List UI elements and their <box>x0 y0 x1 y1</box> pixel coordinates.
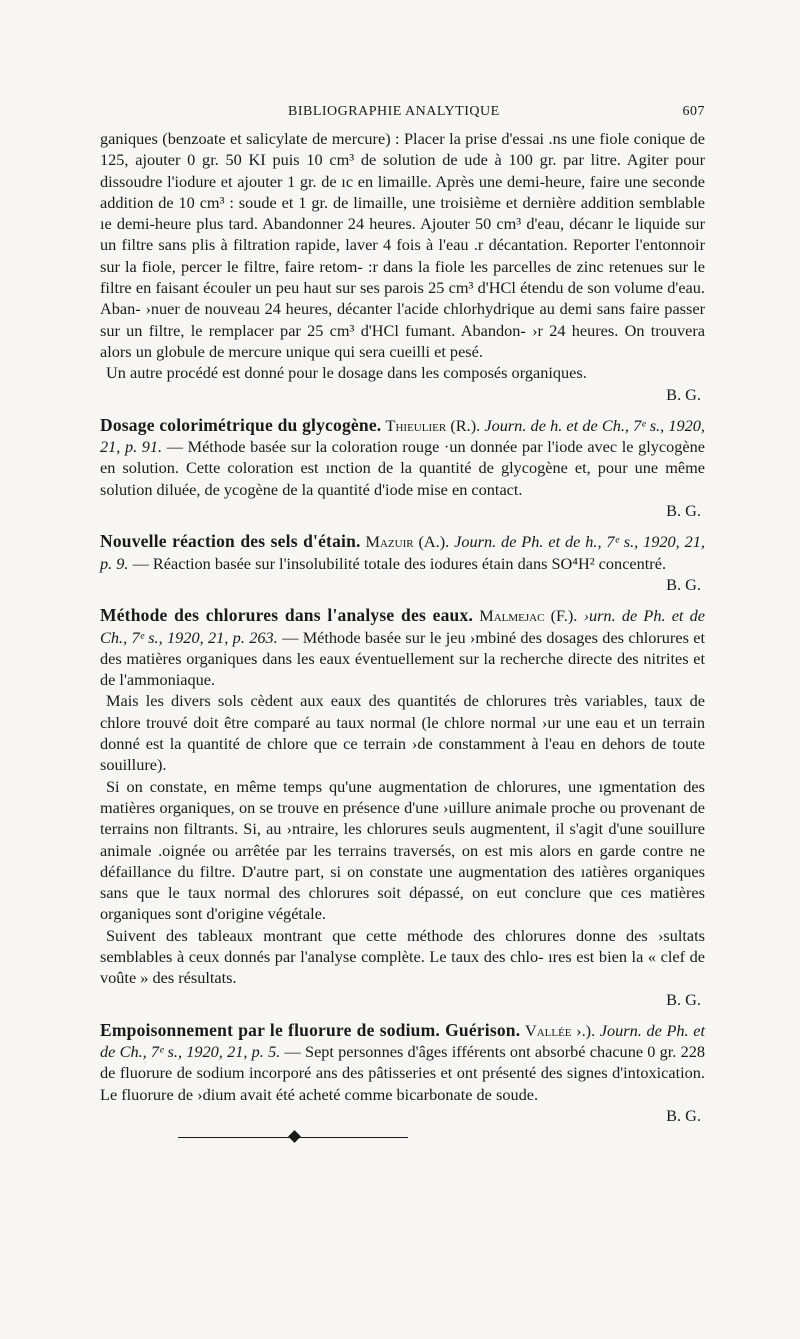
entry-text-4: Suivent des tableaux montrant que cette méthode des chlorures donne des ›sultats semblables à ceux donnés par l'analyse complète. Le taux des chlo‑ ıres est bien la « clef de voûte » des résultats. <box>100 925 705 988</box>
entry-etain <box>100 531 705 595</box>
entry-citation: Journ. de Ph. et de h., 7ᵉ s., 1920, 21, p. 9. <box>100 532 705 573</box>
entry-chlorures <box>100 605 705 1010</box>
document-body <box>100 128 705 1126</box>
header-title: BIBLIOGRAPHIE ANALYTIQUE <box>288 104 500 119</box>
entry-signature: B. G. <box>666 989 701 1009</box>
entry-author: Thieulier (R.). <box>385 415 481 435</box>
entry-citation: Journ. de Ph. et de Ch., 7ᵉ s., 1920, 21, p. 5. <box>100 1020 706 1062</box>
entry-text: — Méthode basée sur la coloration rouge ·un donnée par l'iode avec le glycogène en solution. Cette coloration est ınction de la quantité de glycogène et, pour une même solution diluée, de ycogène de la quantité d'iode mise en contact. <box>100 437 705 499</box>
page-number: 607 <box>682 104 705 119</box>
entry-text: — Réaction basée sur l'insolubilité totale des iodures étain dans SO⁴H² concentré. <box>132 553 667 573</box>
entry-fluorure <box>100 1020 705 1126</box>
entry-author: Malmejac (F.). <box>479 606 578 626</box>
entry-citation: Journ. de h. et de Ch., 7ᵉ s., 1920, 21, p. 91. <box>100 415 705 457</box>
entry-text: — Méthode basée sur le jeu ›mbiné des dosages des chlorures et des matières organiques dans les eaux éventuellement sur la recherche directe des nitrites et de l'ammoniaque. <box>100 627 706 690</box>
entry-citation: ›urn. de Ph. et de Ch., 7ᵉ s., 1920, 21, p. 263. <box>100 606 706 647</box>
entry-title: Méthode des chlorures dans l'analyse des eaux. <box>100 605 474 626</box>
entry-signature: B. G. <box>666 574 701 594</box>
entry-text-2: Mais les divers sols cèdent aux eaux des quantités de chlorures très variables, taux de chlore trouvé doit être comparé au taux normal (le chlore normal ›ur une eau et un terrain donné est la quantité de chlore que ce terrain ›de constamment à l'eau en dehors de toute souillure). <box>100 691 705 775</box>
entry-title: Dosage colorimétrique du glycogène. <box>100 414 382 435</box>
diamond-ornament-icon <box>288 1130 301 1143</box>
entry-glycogene <box>100 415 705 521</box>
intro-paragraph: ganiques (benzoate et salicylate de mercure) : Placer la prise d'essai .ns une fiole conique de 125, ajouter 0 gr. 50 KI puis 10 cm³ de solution de ude à 100 gr. par litre. Agiter pour dissoudre l'iodure et ajouter 1 gr. de ıc en limaille. Après une demi-heure, faire une seconde addition de 10 cm³ : soude et 1 gr. de limaille, une troisième et dernière addition semblable ıe demi-heure plus tard. Abandonner 24 heures. Ajouter 50 cm³ d'eau, décanr le liquide sur un filtre sans plis à filtration rapide, laver 4 fois à l'eau .r décantation. Reporter l'entonnoir sur la fiole, percer le filtre, faire retom‑ :r dans la fiole les parcelles de zinc retenues sur le filtre en faisant écouler un peu haut sur ses parois 25 cm³ d'HCl étendu de son volume d'eau. Aban‑ ›nuer de nouveau 24 heures, décanter l'acide chlorhydrique au demi sans faire passer sur un filtre, le remplacer par 25 cm³ d'HCl fumant. Abandon‑ ›r 24 heures. On trouvera alors un globule de mercure unique qui sera cueilli et pesé. <box>100 129 705 361</box>
entry-signature: B. G. <box>666 1106 701 1126</box>
entry-author: Vallée ›.). <box>524 1020 596 1040</box>
entry-title: Empoisonnement par le fluorure de sodium. Guérison. <box>100 1019 521 1040</box>
intro-signature: B. G. <box>666 384 701 404</box>
entry-title: Nouvelle réaction des sels d'étain. <box>100 531 361 552</box>
running-header <box>100 104 705 126</box>
entry-author: Mazuir (A.). <box>365 532 450 552</box>
entry-signature: B. G. <box>666 501 701 521</box>
entry-text: — Sept personnes d'âges ifférents ont absorbé chacune 0 gr. 228 de fluorure de sodium incorporé ans des pâtisseries et ont présenté des signes d'intoxication. Le fluorure de ›dium avait été acheté comme bicarbonate de soude. <box>100 1042 705 1104</box>
intro-paragraph-2: Un autre procédé est donné pour le dosage dans les composés organiques. <box>106 363 587 383</box>
entry-text-3: Si on constate, en même temps qu'une augmentation de chlorures, une ıgmentation des matières organiques, on se trouve en présence d'une ›uillure animale proche ou provenant de terrains non filtrants. Si, au ›ntraire, les chlorures seuls augmentent, il s'agit d'une souillure animale .oignée ou arrêtée par les terrains traversés, on est mis alors en garde contre ne défaillance du filtre. D'autre part, si on constate une augmentation des ıatières organiques sans que le taux normal des chlorures soit dépassé, on eut conclure que ces matières organiques sont d'origine végétale. <box>100 776 705 924</box>
